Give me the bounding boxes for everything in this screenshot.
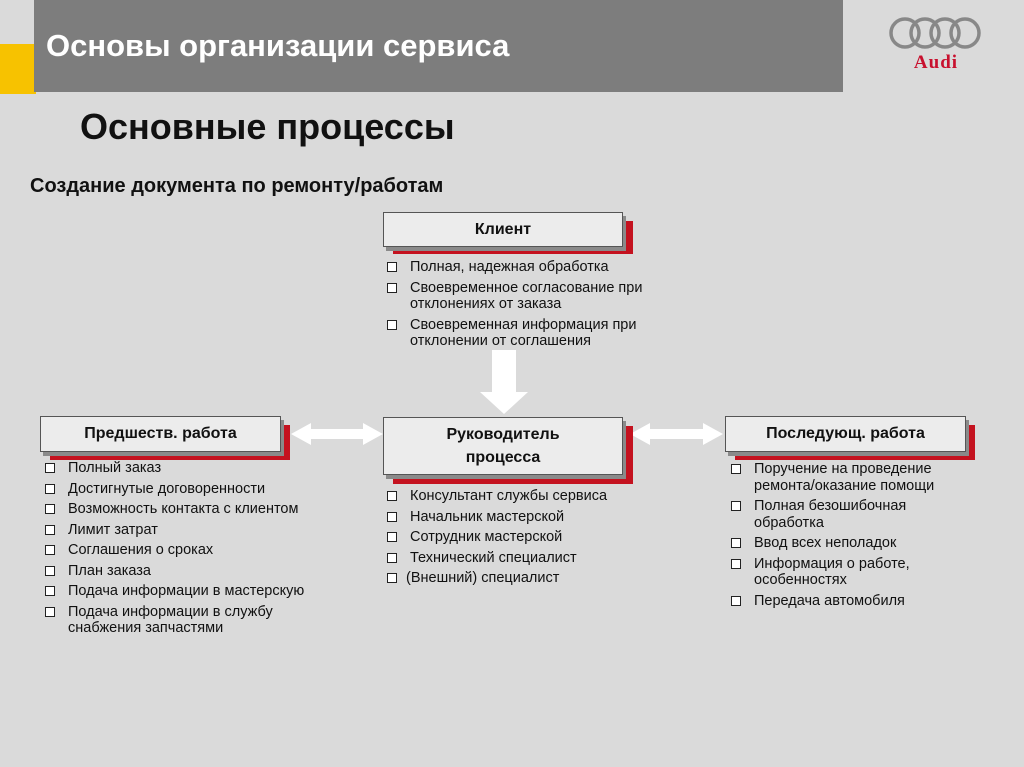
list-item: План заказа [42,563,372,580]
page-title: Основные процессы [80,106,455,147]
checkbox-bullet-icon [387,262,397,272]
checkbox-bullet-icon [45,484,55,494]
header-title: Основы организации сервиса [46,28,510,63]
process-manager-label-line1: Руководитель [446,425,560,443]
list-item: Подача информации в мастерскую [42,583,372,600]
checkbox-bullet-icon [387,283,397,293]
checkbox-bullet-icon [387,491,397,501]
checkbox-bullet-icon [387,573,397,583]
list-item: Информация о работе, особенностях [728,556,978,589]
checkbox-bullet-icon [45,566,55,576]
arrow-client-to-manager [480,350,528,414]
checkbox-bullet-icon [731,464,741,474]
list-item: Достигнутые договоренности [42,481,372,498]
checkbox-bullet-icon [731,501,741,511]
list-item: Полный заказ [42,460,372,477]
checkbox-bullet-icon [731,596,741,606]
list-item: Передача автомобиля [728,593,978,610]
subtitle: Создание документа по ремонту/работам [30,175,444,197]
checkbox-bullet-icon [731,559,741,569]
list-item: Возможность контакта с клиентом [42,501,372,518]
list-item: Поручение на проведение ремонта/оказание помощи [728,461,978,494]
checkbox-bullet-icon [731,538,741,548]
list-item: Сотрудник мастерской [384,529,704,546]
checkbox-bullet-icon [45,504,55,514]
checkbox-bullet-icon [387,532,397,542]
checkbox-bullet-icon [45,586,55,596]
following-work-list [728,461,978,613]
list-item: (Внешний) специалист [384,570,704,587]
preliminary-work-label: Предшеств. работа [84,425,237,443]
arrow-manager-following [630,423,723,445]
list-item: Полная безошибочная обработка [728,498,978,531]
list-item: Своевременное согласование при отклонениях от заказа [384,280,714,313]
checkbox-bullet-icon [387,553,397,563]
checkbox-bullet-icon [387,512,397,522]
checkbox-bullet-icon [45,607,55,617]
preliminary-work-list [42,460,372,641]
list-item: Ввод всех неполадок [728,535,978,552]
list-item: Консультант службы сервиса [384,488,704,505]
list-item: Полная, надежная обработка [384,259,714,276]
process-manager-label-line2: процесса [465,449,541,466]
checkbox-bullet-icon [45,545,55,555]
list-item: Своевременная информация при отклонении от соглашения [384,317,714,350]
audi-wordmark: Audi [913,52,959,73]
client-requirements-list [384,259,714,354]
list-item: Соглашения о сроках [42,542,372,559]
list-item: Технический специалист [384,550,704,567]
list-item: Начальник мастерской [384,509,704,526]
following-work-label: Последующ. работа [766,425,925,443]
arrow-preliminary-manager [291,423,383,445]
process-manager-list [384,488,704,591]
list-item: Подача информации в службу снабжения запчастями [42,604,328,637]
checkbox-bullet-icon [45,463,55,473]
client-label: Клиент [474,220,532,238]
list-item: Лимит затрат [42,522,372,539]
checkbox-bullet-icon [387,320,397,330]
checkbox-bullet-icon [45,525,55,535]
